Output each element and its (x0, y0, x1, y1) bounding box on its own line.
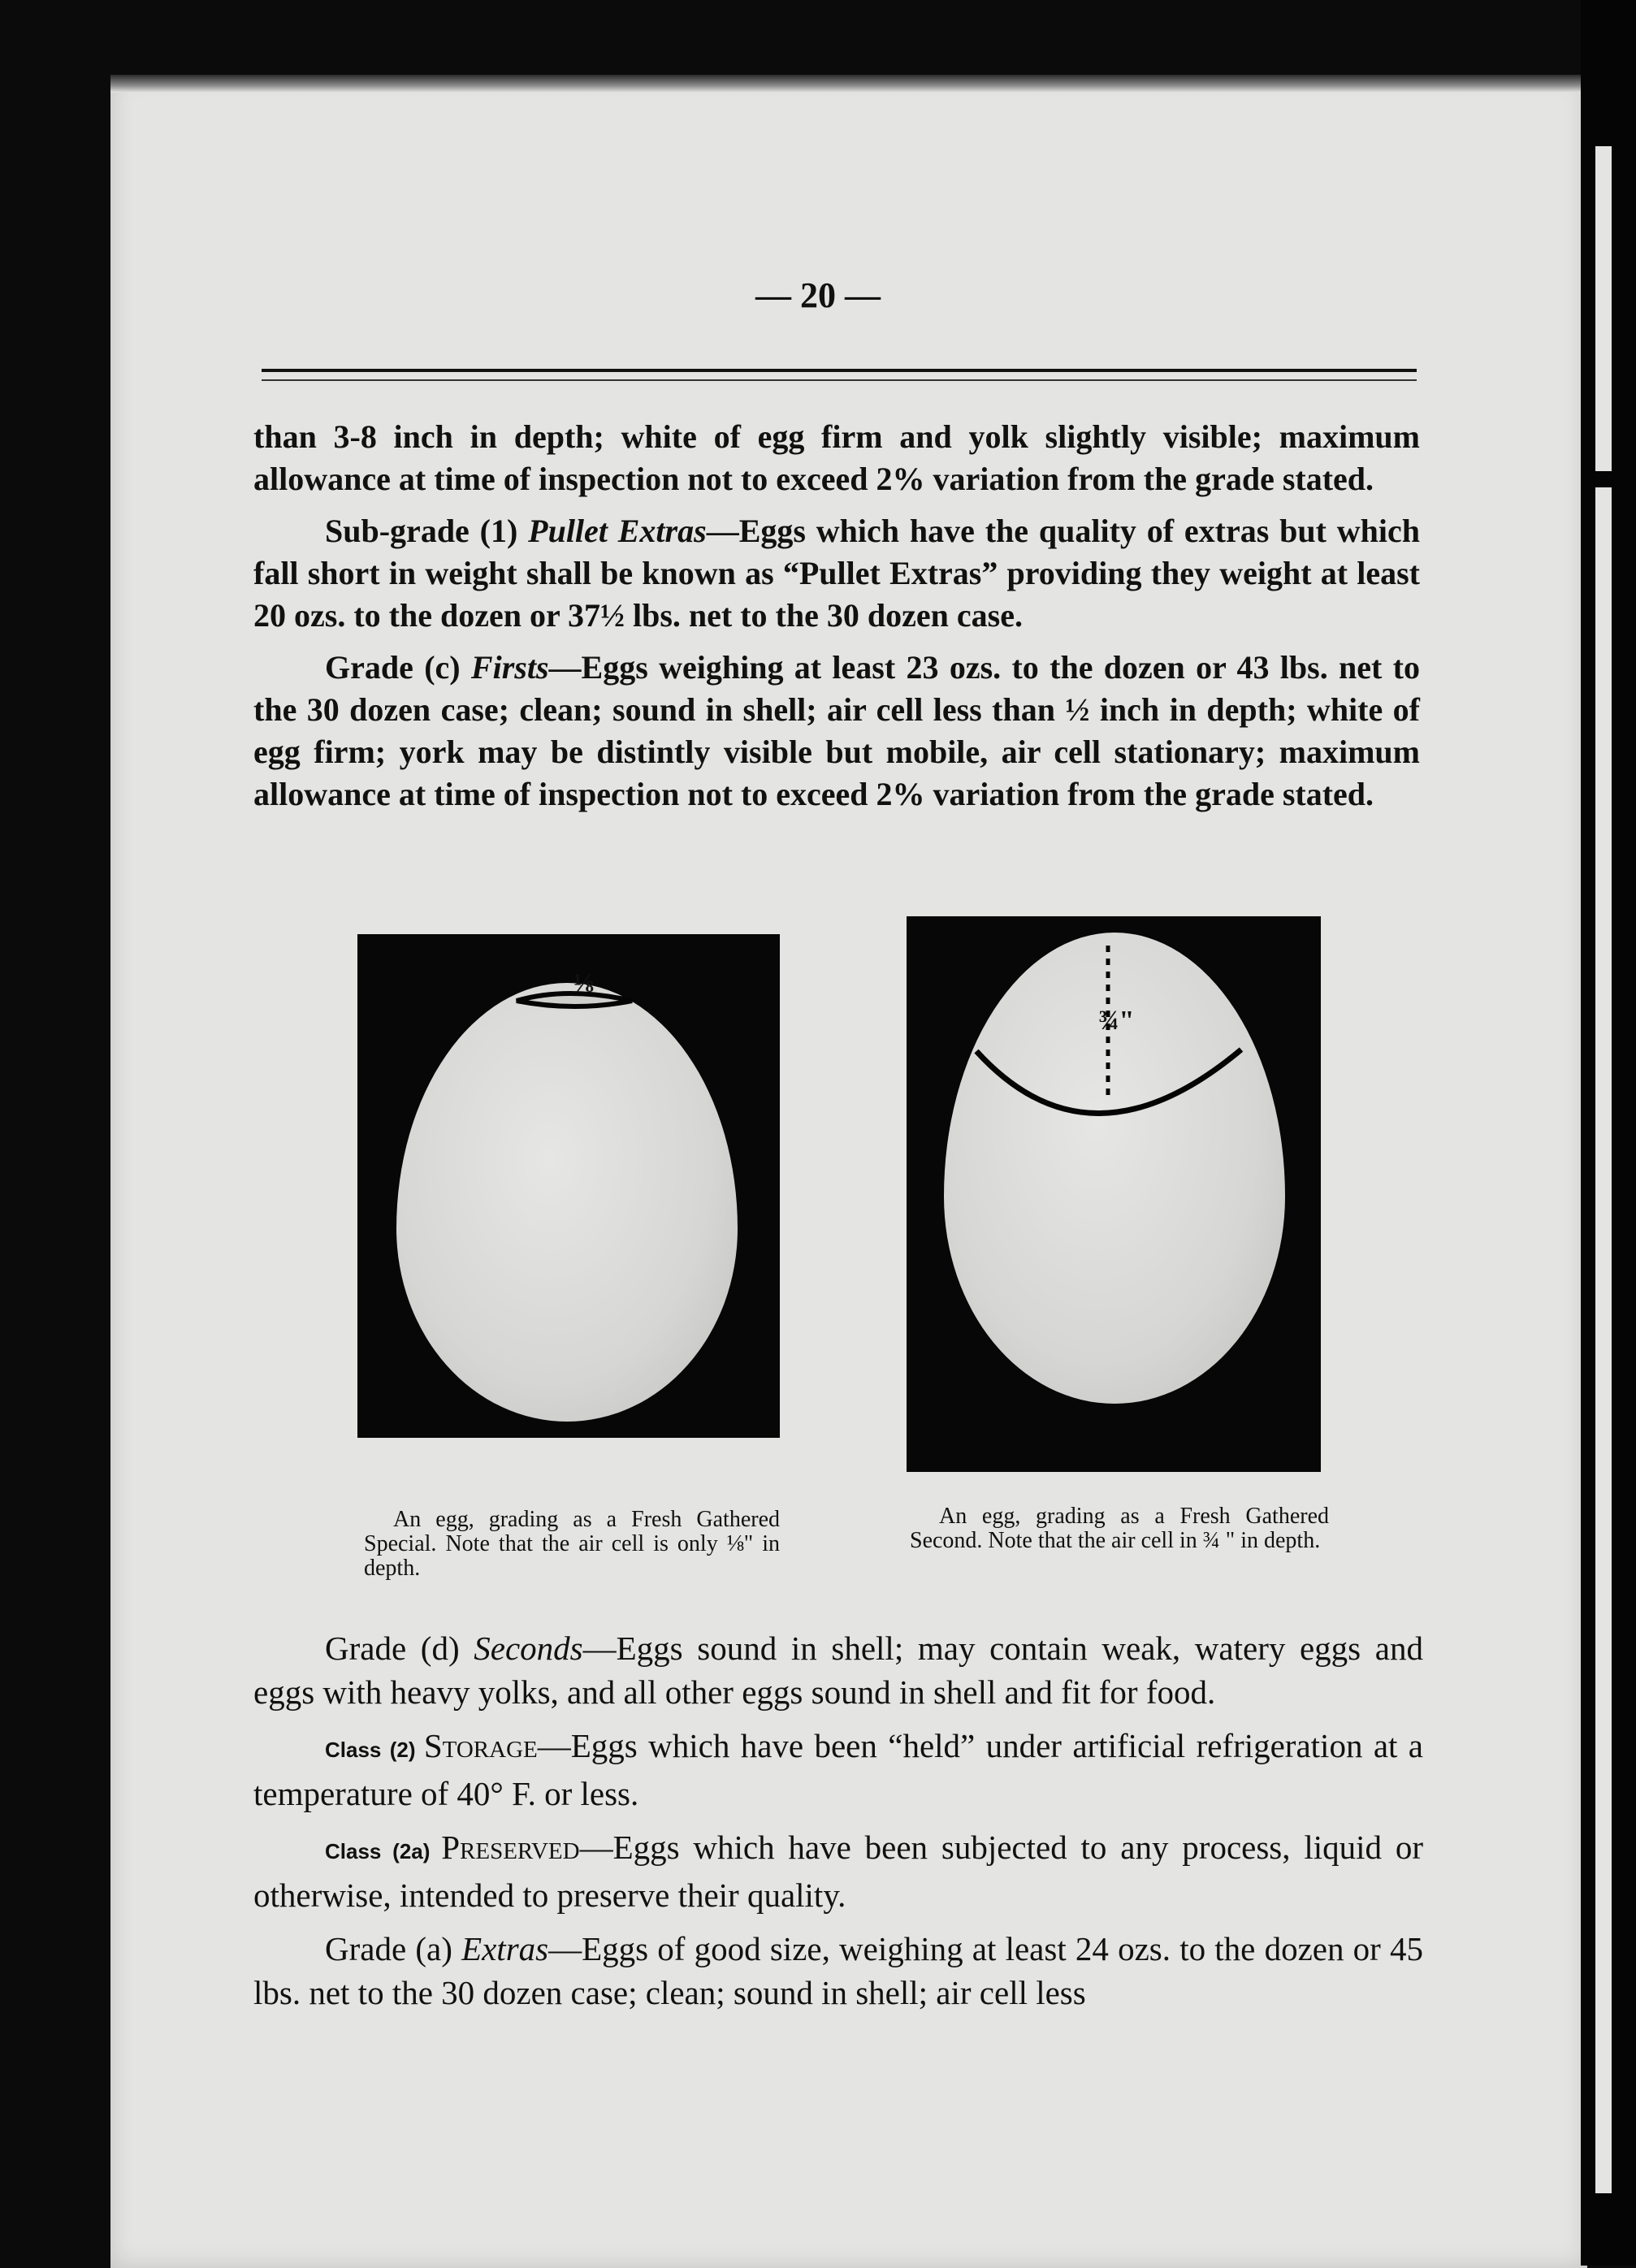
next-page-edge (1595, 487, 1612, 2193)
grade-d-title: Seconds (474, 1630, 583, 1667)
class-2-title: Storage (423, 1727, 538, 1764)
subgrade-paragraph (253, 510, 1420, 637)
figure-caption-second (910, 1504, 1329, 1553)
grade-c-lead: Grade (c) (325, 649, 471, 686)
grade-c-paragraph (253, 647, 1420, 816)
grade-a-body: —Eggs of good size, weighing at least 24 ozs. to the dozen or 45 lbs. net to the 30 dozen case; clean; sound in shell; air cell less (253, 1930, 1424, 2011)
egg-photo-special (357, 934, 780, 1438)
air-cell-depth-mark: ¾" (1098, 1006, 1135, 1036)
grade-a-lead: Grade (a) (325, 1930, 462, 1967)
page-top-edge (110, 75, 1587, 93)
class-2a-label: Class (2a) (325, 1839, 442, 1863)
subgrade-body: —Eggs which have the quality of extras but which fall short in weight shall be known as “Pullet Extras” providing they weight at least 20 ozs. to the dozen or 37½ lbs. net to the 30 dozen case. (253, 513, 1421, 634)
header-rule (262, 369, 1417, 381)
grade-d-paragraph (253, 1626, 1423, 1714)
grade-c-body: —Eggs weighing at least 23 ozs. to the dozen or 43 lbs. net to the 30 dozen case; clean; sound in shell; air cell less than ½ inch in depth; white of egg firm; york may be distintly visible but mobile, air cell stationary; maximum allowance at time of inspection not to exceed 2% variation from the grade stated. (253, 649, 1420, 812)
subgrade-lead: Sub-grade (1) (325, 513, 529, 549)
caption-text: An egg, grading as a Fresh Gathered Second. Note that the air cell in ¾ " in depth. (910, 1504, 1329, 1553)
grade-d-lead: Grade (d) (325, 1630, 474, 1667)
figure-caption-special (364, 1508, 780, 1581)
air-cell-depth-mark: ⅛ (573, 968, 595, 998)
grade-a-title: Extras (461, 1930, 549, 1967)
class-2a-paragraph (253, 1825, 1423, 1917)
egg-photo-second (907, 916, 1321, 1472)
grade-c-title: Firsts (470, 649, 549, 686)
subgrade-title: Pullet Extras (528, 513, 707, 549)
class-2a-title: Preserved (441, 1829, 580, 1866)
air-cell-diagram (907, 916, 1321, 1472)
class-2-body: —Eggs which have been “held” under artificial refrigeration at a temperature of 40° F. or less. (253, 1727, 1423, 1812)
class-2-label: Class (2) (325, 1738, 424, 1762)
page-number: — 20 — (755, 275, 881, 315)
grade-a-paragraph (253, 1927, 1423, 2015)
upper-text-block (253, 416, 1420, 825)
lower-text-block (253, 1626, 1423, 2024)
grade-d-body: —Eggs sound in shell; may contain weak, watery eggs and eggs with heavy yolks, and all other eggs sound in shell and fit for food. (253, 1630, 1423, 1711)
caption-text: An egg, grading as a Fresh Gathered Special. Note that the air cell is only ⅛" in depth. (364, 1507, 780, 1581)
class-2a-body: —Eggs which have been subjected to any process, liquid or otherwise, intended to preserve their quality. (253, 1829, 1423, 1914)
continuation-paragraph: than 3-8 inch in depth; white of egg firm and yolk slightly visible; maximum allowance at time of inspection not to exceed 2% variation from the grade stated. (253, 418, 1420, 497)
class-2-paragraph (253, 1724, 1423, 1816)
air-cell-diagram (357, 934, 780, 1438)
